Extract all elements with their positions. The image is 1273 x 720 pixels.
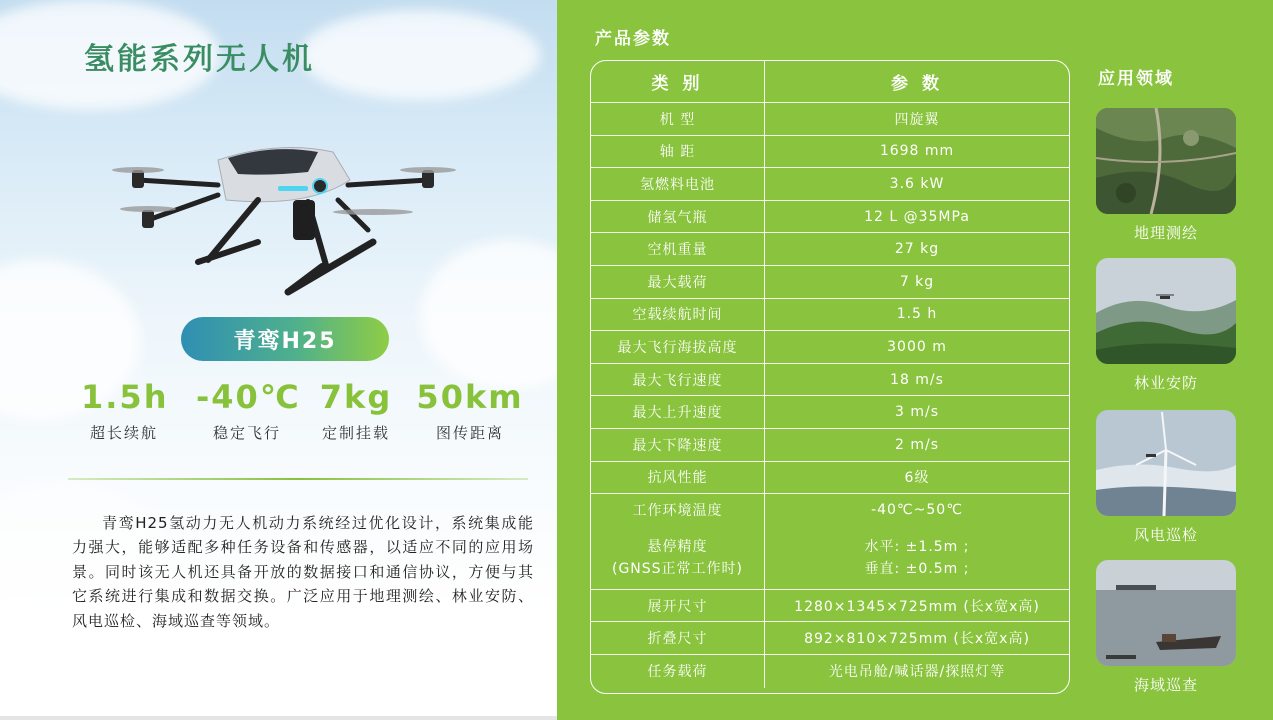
table-body [591, 103, 1069, 527]
row-value: -40℃~50℃ [871, 502, 963, 519]
stat-transmission [414, 378, 526, 443]
stat-value: 1.5h [81, 378, 169, 416]
table-row [591, 136, 1069, 169]
row-key: 机 型 [591, 103, 765, 135]
table-row [591, 103, 1069, 136]
row-key: 展开尺寸 [591, 590, 765, 622]
page-title: 氢能系列无人机 [84, 42, 315, 77]
row-value: 光电吊舱/喊话器/探照灯等 [828, 664, 1006, 681]
table-row [591, 494, 1069, 527]
table-row [591, 201, 1069, 234]
row-value: 892×810×725mm (长x宽x高) [804, 631, 1030, 648]
forestry-photo [1096, 258, 1236, 364]
app-forestry [1096, 258, 1236, 393]
table-row [591, 299, 1069, 332]
row-key: 最大下降速度 [591, 429, 765, 461]
row-value: 18 m/s [890, 371, 944, 388]
table-row [591, 168, 1069, 201]
row-key: 最大载荷 [591, 266, 765, 298]
stat-value: -40℃ [196, 378, 301, 416]
stat-value: 50km [416, 378, 524, 416]
stat-label: 定制挂载 [321, 424, 390, 442]
row-value: 1.5 h [896, 306, 938, 323]
sea-patrol-photo [1096, 560, 1236, 666]
app-label: 林业安防 [1133, 374, 1198, 392]
stat-payload [318, 378, 394, 443]
divider [68, 478, 528, 480]
row-key-line: 悬停精度 [647, 538, 708, 555]
product-description: 青鸾H25氢动力无人机动力系统经过优化设计，系统集成能力强大，能够适配多种任务设备和传感器，以适应不同的应用场景。同时该无人机还具备开放的数据接口和通信协议，方便与其它系统进行集成和数据交换。广泛应用于地理测绘、林业安防、风电巡检、海域巡查等领域。 [72, 514, 534, 630]
bottom-bar [0, 716, 557, 720]
app-label: 地理测绘 [1133, 224, 1198, 242]
row-value [765, 527, 1069, 589]
table-row [591, 462, 1069, 495]
app-mapping [1096, 108, 1236, 243]
row-value: 27 kg [894, 241, 940, 258]
table-row [591, 527, 1069, 590]
table-row [591, 655, 1069, 688]
row-value: 3.6 kW [889, 175, 945, 192]
app-label: 海域巡查 [1133, 676, 1198, 694]
header-key: 类 别 [591, 61, 765, 102]
table-row [591, 429, 1069, 462]
app-wind-power [1096, 410, 1236, 545]
row-key: 空载续航时间 [591, 299, 765, 331]
table-body [591, 590, 1069, 688]
stat-value: 7kg [319, 378, 393, 416]
row-key: 氢燃料电池 [591, 168, 765, 200]
table-row [591, 266, 1069, 299]
table-row [591, 622, 1069, 655]
row-key: 抗风性能 [591, 462, 765, 494]
row-key: 空机重量 [591, 233, 765, 265]
table-row [591, 331, 1069, 364]
stat-label: 超长续航 [89, 424, 158, 442]
header-value: 参 数 [891, 74, 943, 94]
row-key-line: (GNSS正常工作时) [611, 560, 744, 577]
applications-title: 应用领域 [1098, 69, 1174, 89]
table-header [591, 61, 1069, 103]
row-key [591, 527, 765, 589]
row-key: 折叠尺寸 [591, 622, 765, 654]
row-value: 四旋翼 [894, 111, 940, 128]
row-value: 1280×1345×725mm (长x宽x高) [794, 598, 1040, 615]
row-value: 3 m/s [894, 404, 939, 421]
row-value: 2 m/s [894, 436, 939, 453]
row-key: 任务载荷 [591, 655, 765, 688]
row-value: 3000 m [887, 338, 947, 355]
table-row [591, 590, 1069, 623]
table-row [591, 396, 1069, 429]
row-value: 12 L @35MPa [864, 208, 970, 225]
drone-image [108, 130, 478, 310]
row-value-line: 垂直: ±0.5m ; [864, 560, 970, 577]
table-row [591, 364, 1069, 397]
params-title: 产品参数 [595, 29, 671, 49]
mapping-photo [1096, 108, 1236, 214]
wind-power-photo [1096, 410, 1236, 516]
row-value: 6级 [904, 470, 930, 487]
row-value-line: 水平: ±1.5m ; [864, 538, 970, 555]
app-label: 风电巡检 [1133, 526, 1198, 544]
stat-label: 图传距离 [435, 424, 504, 442]
row-key: 最大飞行海拔高度 [591, 331, 765, 363]
model-badge: 青鸾H25 [181, 317, 389, 361]
row-key: 最大上升速度 [591, 396, 765, 428]
cloud [300, 10, 540, 100]
row-key: 工作环境温度 [591, 494, 765, 527]
row-value: 7 kg [899, 273, 935, 290]
row-key: 最大飞行速度 [591, 364, 765, 396]
stat-label: 稳定飞行 [212, 424, 281, 442]
row-key: 轴 距 [591, 136, 765, 168]
stat-temperature [196, 378, 301, 443]
table-row [591, 233, 1069, 266]
row-key: 储氢气瓶 [591, 201, 765, 233]
left-panel [0, 0, 557, 720]
row-value: 1698 mm [879, 143, 955, 160]
stat-endurance [81, 378, 167, 443]
right-panel [557, 0, 1273, 720]
params-table [590, 60, 1070, 694]
app-sea-patrol [1096, 560, 1236, 695]
